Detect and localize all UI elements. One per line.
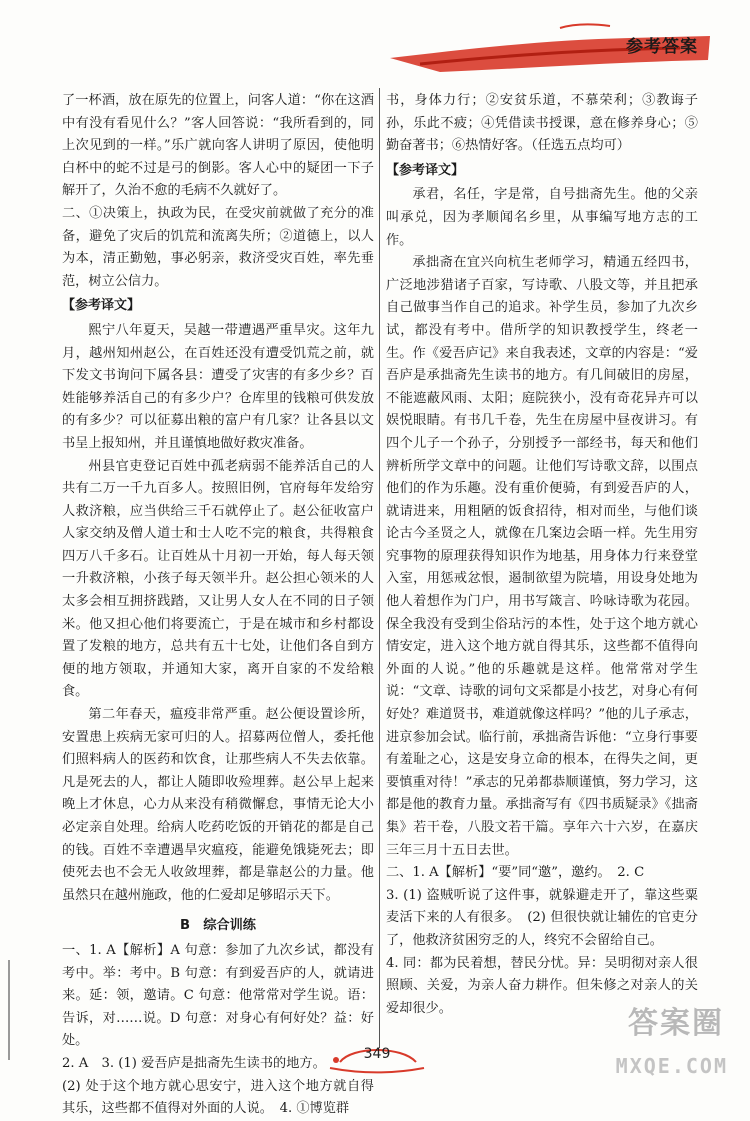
left-paragraph-2: 二、①决策上，执政为民，在受灾前就做了充分的准备，避免了灾后的饥荒和流离失所；②道德上，以人为本，清正勤勉，事必躬亲，救济受灾百姓，率先垂范，树立公信力。 (62, 205, 374, 289)
right-paragraph-5: 3. (1) 盗贼听说了这件事，就躲避走开了，靠这些粟麦活下来的人有很多。 (2) 但很快就让辅佐的官吏分了，他救济贫困穷乏的人，终究不会留给自己。 (386, 887, 698, 948)
right-translation-heading: 【参考译文】 (386, 162, 465, 178)
left-paragraph-5: 第二年春天，瘟疫非常严重。赵公便设置诊所，安置患上疾病无家可归的人。招募两位僧人，委托他们照料病人的医药和饮食，让那些病人不失去依靠。凡是死去的人，都让人随即收殓埋葬。赵公早上起来晚上才休息，心力从来没有稍微懈怠，事情无论大小必定亲自处理。给病人吃药吃饭的开销花的都是自己的钱。百姓不幸遭遇旱灾瘟疫，能避免饿毙死去；即使死去也不会无人收敛埋葬，都是靠赵公的力量。他虽然只在越州施政，他的仁爱却足够昭示天下。 (62, 707, 374, 903)
left-paragraph-6: 一、1. A【解析】A 句意：参加了九次乡试，都没有考中。举：考中。B 句意：有到爱吾庐的人，就请进来。延：领，邀请。C 句意：他常常对学生说。语：告诉，对……说。D 句意：对身心有何好处？益：好处。 (62, 942, 374, 1049)
right-column (386, 90, 698, 1020)
left-column (62, 90, 374, 1121)
right-paragraph-3: 承拙斋在宜兴向杭生老师学习，精通五经四书，广泛地涉猎诸子百家，写诗歌、八股文等，并且把承自己做事当作自己的追求。补学生员，参加了九次乡试，都没有考中。借所学的知识教授学生，终老一生。作《爱吾庐记》来自我表述，文章的内容是：“爱吾庐是承拙斋先生读书的地方。有几间破旧的房屋，不能遮蔽风雨、太阳；庭院狭小，没有奇花异卉可以娱悦眼睛。有书几千卷，先生在房屋中昼夜讲习。有四个儿子一个孙子，分别授予一部经书，每天和他们辨析所学文章中的问题。让他们写诗歌文辞，以围点他们的作为乐趣。没有重价便骑，有到爱吾庐的人，就请进来，用粗陋的饭食招待，相对而坐，与他们谈论古今圣贤之人，就像在几案边会晤一样。先生用穷究事物的原理获得知识作为地基，用身体力行来登堂入室，用惩戒忿恨，遏制欲望为院墙，用设身处地为他人着想作为门户，用书写箴言、吟咏诗歌为花园。保全我没有受到尘俗玷污的本性，处于这个地方就心情安定，进入这个地方就自得其乐，这些都不值得向外面的人说。”他的乐趣就是这样。他常常对学生说：“文章、诗歌的词句文采都是小技艺，对身心有何好处？难道贤书，难道就像这样吗？”他的儿子承志，进京参加会试。临行前，承拙斋告诉他：“立身行事要有羞耻之心，这是安身立命的根本，在得失之间，更要慎重对待！”承志的兄弟都恭顺谨慎，努力学习，这都是他的教育力量。承拙斋写有《四书质疑录》《拙斋集》若干卷，八股文若干篇。享年六十六岁，在嘉庆三年三月十五日去世。 (386, 255, 698, 858)
watermark-url-text: MXQE.COM (615, 1054, 728, 1078)
page-number: 349 (363, 1046, 391, 1062)
watermark-logo-text: 答案圈 (628, 1006, 724, 1041)
left-translation-heading: 【参考译文】 (62, 298, 141, 314)
right-paragraph-1: 书，身体力行；②安贫乐道，不慕荣利；③教诲子孙，乐此不疲；④凭借读书授课，意在修养身心；⑤勤奋著书；⑥热情好客。（任选五点均可） (386, 93, 698, 154)
section-b-heading: B 综合训练 (180, 918, 256, 934)
column-divider (379, 88, 380, 1048)
left-paragraph-7: 2. A 3. (1) 爱吾庐是拙斋先生读书的地方。 (62, 1055, 326, 1071)
left-paragraph-1: 了一杯酒，放在原先的位置上，问客人道：“你在这酒中有没有看见什么？”客人回答说：“我所看到的，同上次见到的一样。”乐广就向客人讲明了原因，使他明白杯中的蛇不过是弓的倒影。客人心中的疑团一下子解开了，久治不愈的毛病不久就好了。 (62, 93, 374, 199)
right-paragraph-2: 承君，名任，字是常，自号拙斋先生。他的父亲叫承兑，因为孝顺闻名乡里，从事编写地方志的工作。 (386, 187, 698, 248)
left-paragraph-8: (2) 处于这个地方就心思安宁，进入这个地方就自得其乐，这些都不值得对外面的人说。 4. ①博览群 (62, 1078, 374, 1117)
margin-mark (8, 960, 10, 1060)
left-paragraph-4: 州县官吏登记百姓中孤老病弱不能养活自己的人共有二万一千九百多人。按照旧例，官府每年发给穷人救济粮，应当供给三千石就停止了。赵公征收富户人家交纳及僧人道士和士人吃不完的粮食，共得粮食四万八千多石。让百姓从十月初一开始，每人每天领一升救济粮，小孩子每天领半升。赵公担心领米的人太多会相互拥挤践踏，又让男人女人在不同的日子领米。他又担心他们将要流亡，于是在城市和乡村都设置了发粮的地方，总共有五十七处，让他们各自到方便的地方领取，并通知大家，离开自家的不发给粮食。 (62, 458, 374, 700)
right-paragraph-6: 4. 同：都为民着想，替民分忧。异：吴明彻对亲人很照顾、关爱，为亲人奋力耕作。但朱修之对亲人的关爱却很少。 (386, 955, 698, 1016)
header-title: 参考答案 (626, 37, 698, 57)
left-paragraph-3: 熙宁八年夏天，吴越一带遭遇严重旱灾。这年九月，越州知州赵公，在百姓还没有遭受饥荒之前，就下发文书询问下属各县：遭受了灾害的有多少乡？百姓能够养活自己的有多少户？仓库里的钱粮可供发放的有多少？可以征募出粮的富户有几家？让各县以文书呈上报知州，并且谨慎地做好救灾准备。 (62, 322, 374, 451)
right-paragraph-4: 二、1. A【解析】“要”同“邀”，邀约。 2. C (386, 865, 645, 881)
header-banner (380, 20, 720, 80)
page-footer (322, 1040, 432, 1074)
